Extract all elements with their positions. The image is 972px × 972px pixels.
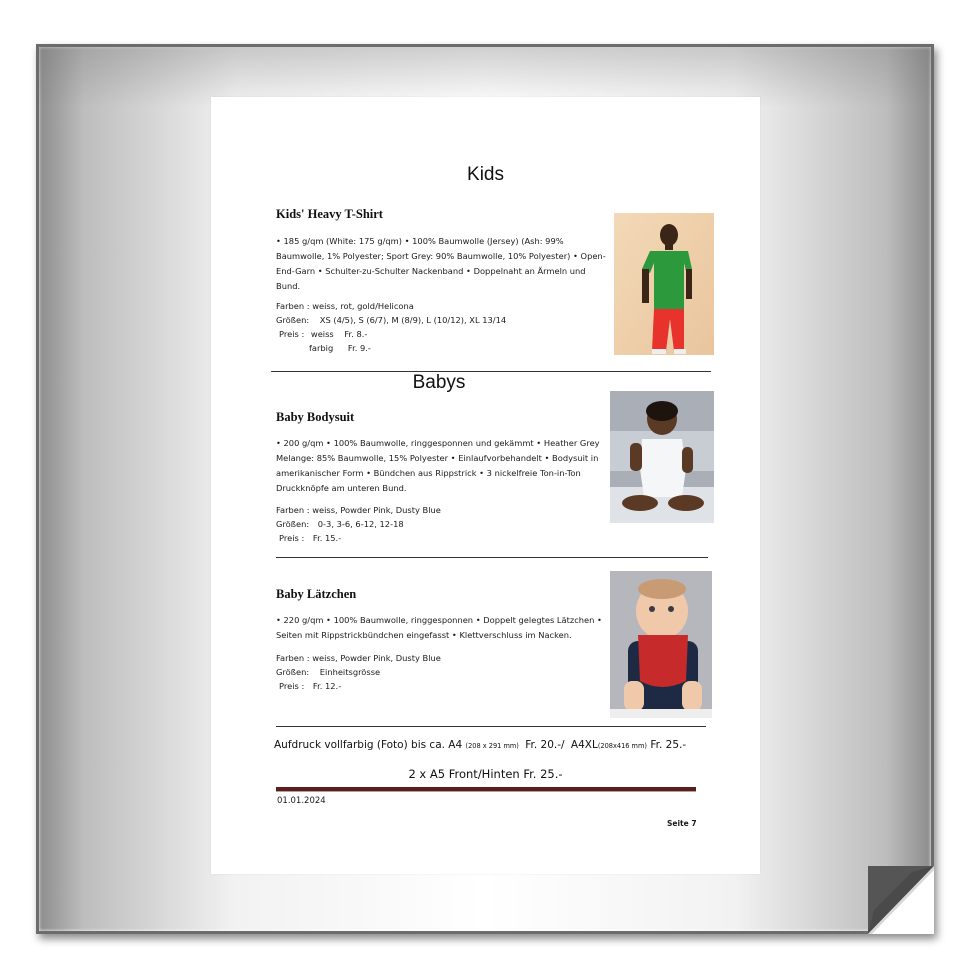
product-description: • 200 g/qm • 100% Baumwolle, ringgesponnen und gekämmt • Heather Grey Melange: 85% Baumwolle, 15% Polyester • Einlaufvorbehandelt • Bodysuit in amerikanischer Form • Bündchen aus Rippstrick • 3 nickelfreie Ton-in-Ton Druckknöpfe am unteren Bund.	[276, 438, 600, 493]
product-description: • 220 g/qm • 100% Baumwolle, ringgesponnen • Doppelt gelegtes Lätzchen • Seiten mit Rippstrickbündchen eingefasst • Klettverschluss im Nacken.	[276, 615, 602, 640]
product-sizes	[276, 313, 506, 327]
product-price-colored	[309, 341, 371, 355]
a4xl-dimensions: (208x416 mm)	[597, 742, 647, 750]
product-colors: Farben : weiss, Powder Pink, Dusty Blue	[276, 505, 441, 515]
sizes-value: 0-3, 3-6, 6-12, 12-18	[317, 519, 404, 529]
product-photo-baby-bib	[610, 571, 712, 718]
price-variant-value: Fr. 8.-	[344, 329, 368, 339]
a5-price-info: 2 x A5 Front/Hinten Fr. 25.-	[408, 767, 563, 781]
price-label: Preis :	[279, 329, 305, 339]
product-photo-kids-tshirt	[614, 213, 714, 355]
divider	[276, 557, 708, 558]
a4xl-label: A4XL	[570, 739, 598, 751]
product-sizes	[276, 517, 404, 531]
product-colors: Farben : weiss, rot, gold/Helicona	[276, 301, 414, 311]
footer-date: 01.01.2024	[277, 796, 326, 806]
price-variant-label: farbig	[309, 343, 334, 353]
product-price	[279, 327, 367, 341]
product-colors: Farben : weiss, Powder Pink, Dusty Blue	[276, 653, 441, 663]
a4-price: Fr. 20.-/	[525, 739, 565, 751]
sizes-label: Größen:	[276, 315, 310, 325]
product-sizes	[276, 665, 380, 679]
sizes-label: Größen:	[276, 519, 310, 529]
a4-dimensions: (208 x 291 mm)	[465, 742, 519, 750]
price-value: Fr. 15.-	[312, 533, 342, 543]
page-curl	[868, 866, 934, 934]
footer-rule	[276, 787, 696, 792]
product-description: • 185 g/qm (White: 175 g/qm) • 100% Baumwolle (Jersey) (Ash: 99% Baumwolle, 1% Polyester; Sport Grey: 90% Baumwolle, 10% Polyester) • Open-End-Garn • Schulter-zu-Schulter Nackenband • Doppelnaht an Ärmeln und Bund.	[276, 236, 606, 291]
product-photo-baby-bodysuit	[610, 391, 714, 523]
sizes-label: Größen:	[276, 667, 310, 677]
price-label: Preis :	[279, 681, 305, 691]
product-price	[279, 531, 341, 545]
product-title: Baby Lätzchen	[276, 587, 357, 601]
print-price-info	[274, 739, 686, 751]
catalog-page	[211, 97, 760, 874]
section-title-kids: Kids	[467, 164, 504, 185]
price-variant-value: Fr. 9.-	[347, 343, 371, 353]
page-number: Seite 7	[667, 819, 697, 828]
sizes-value: Einheitsgrösse	[319, 667, 381, 677]
product-title: Baby Bodysuit	[276, 410, 355, 424]
print-prefix: Aufdruck vollfarbig (Foto) bis ca. A4	[274, 739, 463, 751]
price-value: Fr. 12.-	[312, 681, 342, 691]
a4xl-price: Fr. 25.-	[650, 739, 687, 751]
product-title: Kids' Heavy T-Shirt	[276, 207, 383, 221]
price-label: Preis :	[279, 533, 305, 543]
section-title-babys: Babys	[412, 372, 466, 393]
divider	[276, 726, 706, 727]
price-variant-label: weiss	[310, 329, 334, 339]
product-price	[279, 679, 341, 693]
sizes-value: XS (4/5), S (6/7), M (8/9), L (10/12), XL 13/14	[319, 315, 507, 325]
